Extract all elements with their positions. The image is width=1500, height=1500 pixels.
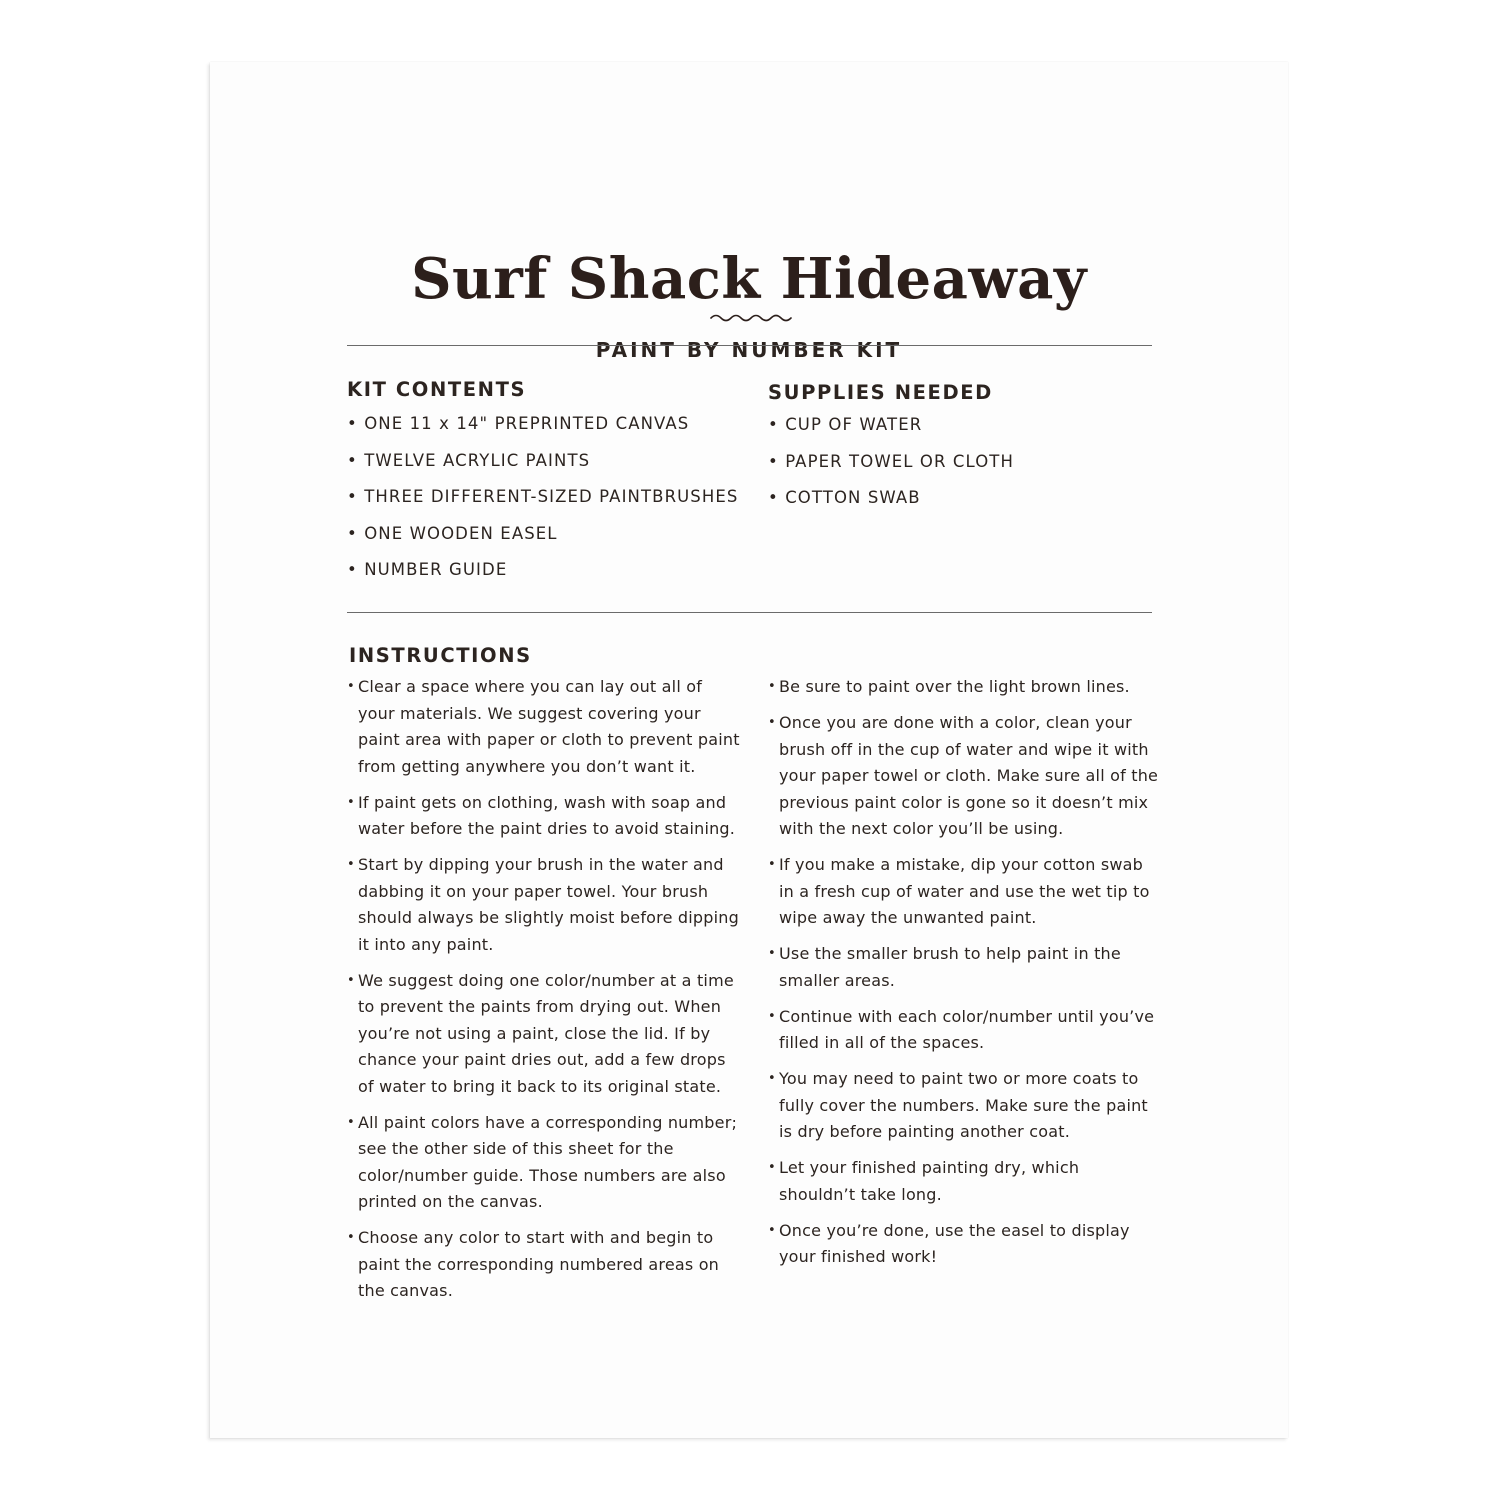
instruction-item: • Choose any color to start with and begin to paint the corresponding numbered areas on the canvas. <box>347 1225 742 1305</box>
instruction-item: • If you make a mistake, dip your cotton swab in a fresh cup of water and use the wet tip to wipe away the unwanted paint. <box>768 852 1160 932</box>
instruction-item: • Clear a space where you can lay out all of your materials. We suggest covering your paint area with paper or cloth to prevent paint from getting anywhere you don’t want it. <box>347 674 742 780</box>
top-divider <box>347 345 1152 346</box>
instructions-left-column <box>347 674 742 1314</box>
kit-contents-list <box>347 414 739 597</box>
instructions-right-column <box>768 674 1160 1280</box>
kit-item: • TWELVE ACRYLIC PAINTS <box>347 451 739 488</box>
kit-item: • THREE DIFFERENT-SIZED PAINTBRUSHES <box>347 487 739 524</box>
supply-item: • CUP OF WATER <box>768 415 1014 452</box>
wave-divider-icon <box>709 313 793 323</box>
instruction-item: • You may need to paint two or more coats to fully cover the numbers. Make sure the paint is dry before painting another coat. <box>768 1066 1160 1146</box>
supplies-needed-list <box>768 415 1014 525</box>
supply-item: • PAPER TOWEL OR CLOTH <box>768 452 1014 489</box>
instruction-item: • Start by dipping your brush in the water and dabbing it on your paper towel. Your brush should always be slightly moist before dipping it into any paint. <box>347 852 742 958</box>
page-subtitle: PAINT BY NUMBER KIT <box>595 338 903 362</box>
page-title: Surf Shack Hideaway <box>411 246 1087 312</box>
instruction-item: • We suggest doing one color/number at a time to prevent the paints from drying out. When you’re not using a paint, close the lid. If by chance your paint dries out, add a few drops of water to bring it back to its original state. <box>347 968 742 1101</box>
supply-item: • COTTON SWAB <box>768 488 1014 525</box>
instruction-item: • All paint colors have a corresponding number; see the other side of this sheet for the color/number guide. Those numbers are also printed on the canvas. <box>347 1110 742 1216</box>
instructions-heading: INSTRUCTIONS <box>349 644 532 667</box>
kit-item: • ONE 11 x 14" PREPRINTED CANVAS <box>347 414 739 451</box>
instruction-item: • Be sure to paint over the light brown lines. <box>768 674 1160 701</box>
kit-item: • NUMBER GUIDE <box>347 560 739 597</box>
instruction-item: • Continue with each color/number until you’ve filled in all of the spaces. <box>768 1004 1160 1057</box>
instruction-item: • Use the smaller brush to help paint in the smaller areas. <box>768 941 1160 994</box>
instruction-item: • If paint gets on clothing, wash with soap and water before the paint dries to avoid staining. <box>347 790 742 843</box>
instruction-item: • Let your finished painting dry, which shouldn’t take long. <box>768 1155 1160 1208</box>
instruction-item: • Once you are done with a color, clean your brush off in the cup of water and wipe it with your paper towel or cloth. Make sure all of the previous paint color is gone so it doesn’t mix with the next color you’ll be using. <box>768 710 1160 843</box>
middle-divider <box>347 612 1152 613</box>
kit-contents-heading: KIT CONTENTS <box>347 378 527 401</box>
kit-item: • ONE WOODEN EASEL <box>347 524 739 561</box>
instruction-item: • Once you’re done, use the easel to display your finished work! <box>768 1218 1160 1271</box>
supplies-needed-heading: SUPPLIES NEEDED <box>768 381 993 404</box>
instruction-sheet <box>210 62 1288 1438</box>
